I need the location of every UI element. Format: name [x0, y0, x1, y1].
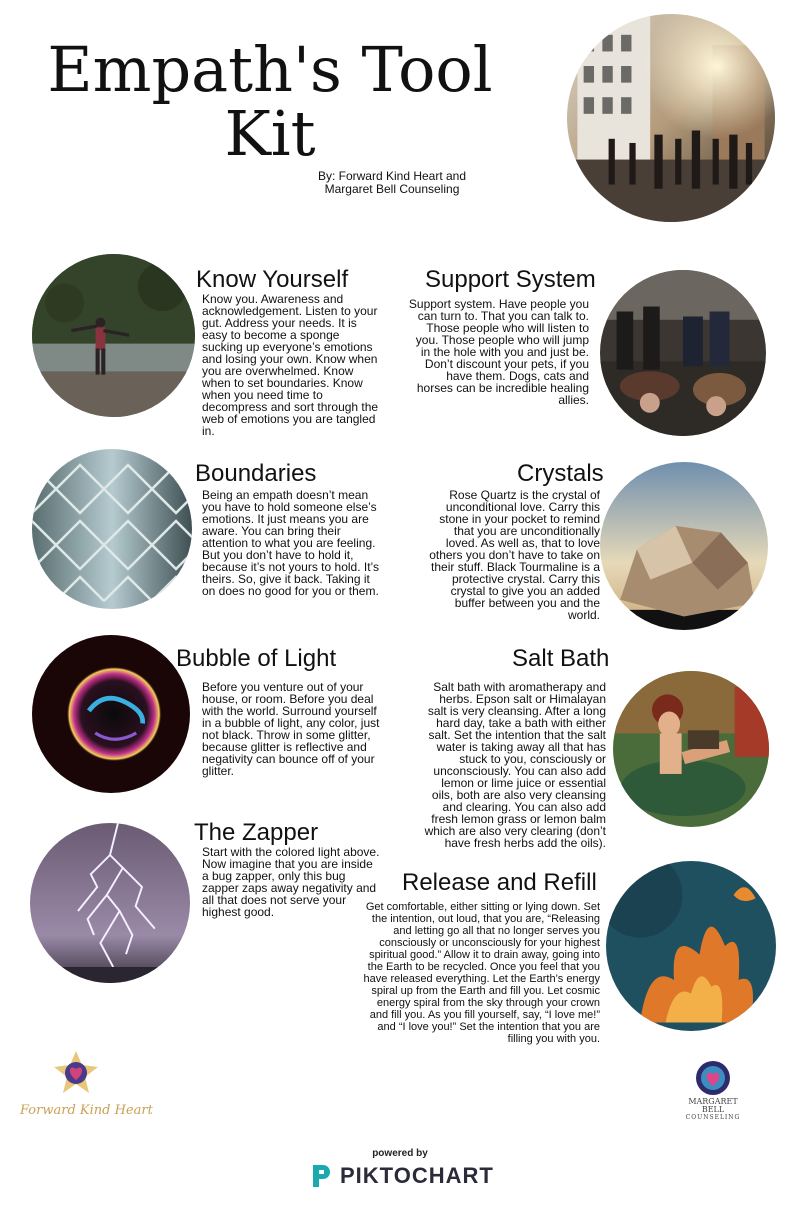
fire-photo	[606, 861, 776, 1031]
support-system-text: Support system. Have people you can turn to. That you can talk to. Those people who will listen to you. Those people who will jump in the hole with you and just be. Don’t discount your pets, if you have them. Dogs, cats and horses can be incredible healing allies.	[408, 297, 589, 407]
the-zapper-heading: The Zapper	[194, 819, 319, 846]
boundaries-heading: Boundaries	[195, 460, 317, 487]
margaret-bell-logo	[676, 1058, 750, 1121]
heart-globe-icon	[693, 1058, 733, 1098]
margaret-bell-counseling: COUNSELING	[685, 1114, 741, 1121]
byline: By: Forward Kind Heart and Margaret Bell Counseling	[317, 169, 467, 196]
forward-kind-heart-logo	[20, 1048, 153, 1120]
bubble-of-light-heading: Bubble of Light	[176, 645, 337, 672]
lightning-photo	[30, 823, 190, 983]
release-and-refill-text: Get comfortable, either sitting or lying down. Set the intention, out loud, that you are, “Releasing and letting go all that no longer serves you consciously or unconsciously for your highest spiritual good.” Allow it to drain away, going into the Earth to be recycled. Once you feel that you have released everything. Let the Earth’s energy spiral up from the Earth and fill you. Let cosmic energy spiral from the sky through your crown and fill you. As you fill yourself, say, “I love me!” and “I love you!” Set the intention that you are filling you with you.	[363, 901, 600, 1045]
piktochart-logo-icon	[310, 1163, 332, 1189]
forward-kind-heart-label: Forward Kind Heart	[20, 1103, 153, 1118]
boundaries-text: Being an empath doesn’t mean you have to hold someone else’s emotions. It just means you are aware. You can bring their attention to what you are feeling. But you don’t have to hold it, because it’s not yours to hold. It’s theirs. So, give it back. Taking it on does no good for you or them.	[202, 488, 379, 598]
powered-by-label: powered by	[372, 1148, 428, 1159]
release-and-refill-heading: Release and Refill	[402, 869, 597, 896]
chain-link-fence-photo	[32, 449, 192, 609]
the-zapper-text: Start with the colored light above. Now imagine that you are inside a bug zapper, only this bug zapper zaps away negativity and all that does not serve your highest good.	[202, 845, 380, 919]
crystal-rock-photo	[600, 462, 768, 630]
know-yourself-text: Know you. Awareness and acknowledgement. Listen to your gut. Address your needs. It is easy to become a sponge sucking up everyone’s emotions and losing your own. Know when you are overwhelmed. Know when to set boundaries. Know when you need time to decompress and sort through the web of emotions you are tangled in.	[202, 292, 379, 438]
salt-bath-heading: Salt Bath	[512, 645, 610, 672]
bubble-photo	[32, 635, 190, 793]
city-street-photo	[567, 14, 775, 222]
heart-mandala-icon	[20, 1048, 132, 1098]
friends-lying-photo	[600, 270, 766, 436]
bubble-of-light-text: Before you venture out of your house, or room. Before you deal with the world. Surround yourself in a bubble of light, any color, just not black. Throw in some glitter, because glitter is reflective and negativity can bounce off of your glitter.	[202, 680, 380, 778]
crystals-heading: Crystals	[517, 460, 604, 487]
support-system-heading: Support System	[425, 266, 596, 293]
know-yourself-heading: Know Yourself	[196, 266, 349, 293]
page-title: Empath's Tool Kit	[47, 33, 493, 170]
salt-bath-text: Salt bath with aromatherapy and herbs. Epson salt or Himalayan salt is very cleansing. After a long hard day, take a bath with either salt. Set the intention that the salt water is taking away all that has stuck to you, consciously or unconsciously. You can also add lemon or lime juice or essential oils, both are also very cleansing and clearing. You can also add fresh lemon grass or lemon balm which are also very clearing (don’t have fresh herbs add the oils).	[424, 680, 606, 850]
margaret-bell-name: MARGARET BELL	[688, 1097, 738, 1114]
woman-in-forest-photo	[32, 254, 195, 417]
piktochart-brand: PIKTOCHART	[340, 1163, 494, 1188]
vintage-bath-illustration	[613, 671, 769, 827]
piktochart-link[interactable]	[310, 1162, 494, 1190]
crystals-text: Rose Quartz is the crystal of unconditional love. Carry this stone in your pocket to remind that you are unconditionally loved. As well as, that to love others you don’t have to take on their stuff. Black Tourmaline is a protective crystal. Carry this crystal to give you an added buffer between you and the world.	[429, 488, 600, 622]
